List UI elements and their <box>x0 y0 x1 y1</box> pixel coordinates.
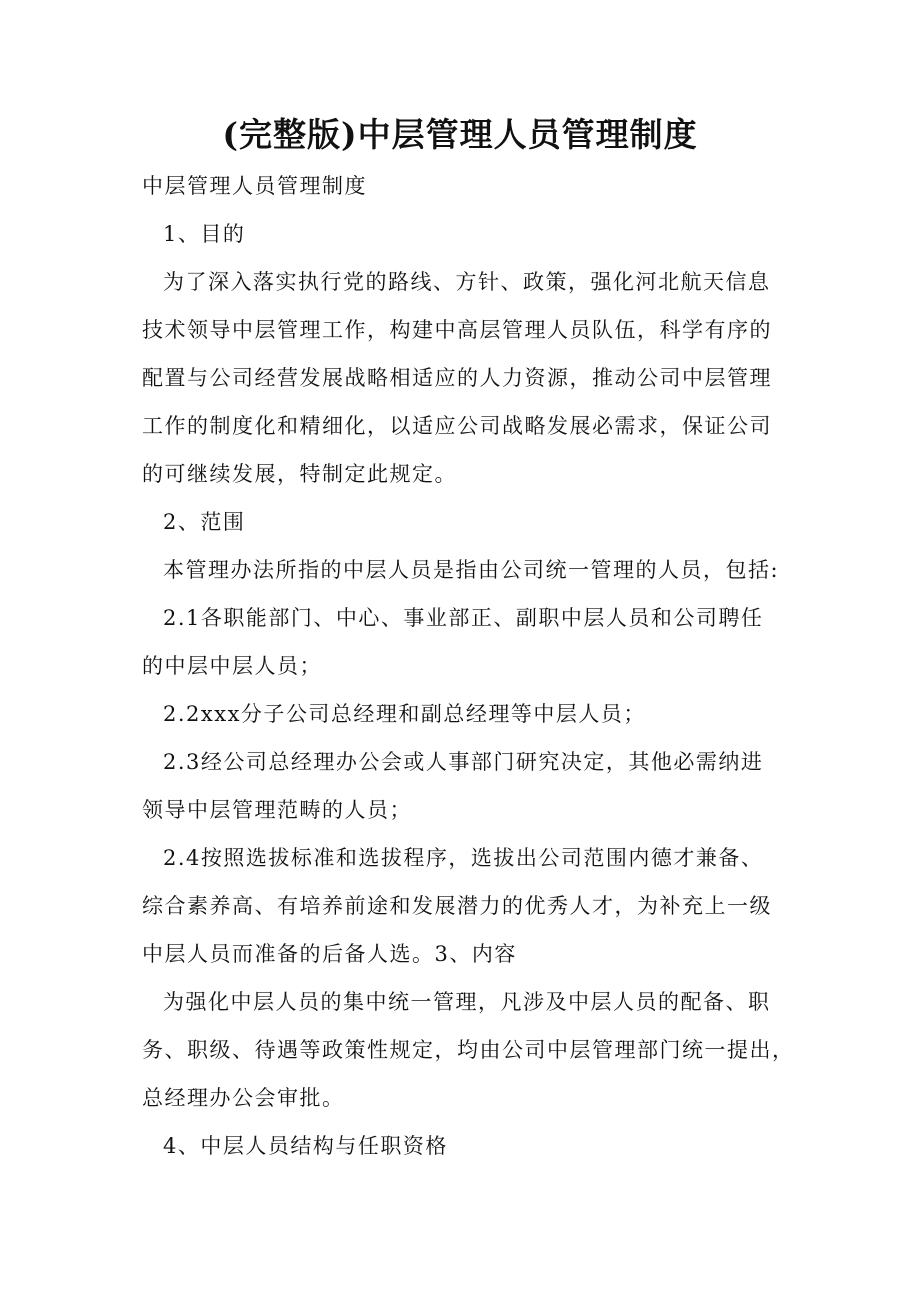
body-line-8: 本管理办法所指的中层人员是指由公司统一管理的人员，包括: <box>163 558 780 582</box>
body-line-1: 1、目的 <box>163 222 246 246</box>
body-line-5: 工作的制度化和精细化，以适应公司战略发展必需求，保证公司 <box>142 414 772 438</box>
body-line-0: 中层管理人员管理制度 <box>142 174 367 198</box>
body-line-4: 配置与公司经营发展战略相适应的人力资源，推动公司中层管理 <box>142 366 772 390</box>
body-line-11: 2.2xxx分子公司总经理和副总经理等中层人员； <box>163 702 646 726</box>
body-line-9: 2.1各职能部门、中心、事业部正、副职中层人员和公司聘任 <box>163 606 764 630</box>
body-line-2: 为了深入落实执行党的路线、方针、政策，强化河北航天信息 <box>163 270 771 294</box>
body-line-15: 综合素养高、有培养前途和发展潜力的优秀人才，为补充上一级 <box>142 894 772 918</box>
document-body <box>142 166 795 1174</box>
body-line-14: 2.4按照选拔标准和选拔程序，选拔出公司范围内德才兼备、 <box>163 846 764 870</box>
body-line-20: 4、中层人员结构与任职资格 <box>163 1134 448 1158</box>
body-line-6: 的可继续发展，特制定此规定。 <box>142 462 457 486</box>
body-line-18: 务、职级、待遇等政策性规定，均由公司中层管理部门统一提出， <box>142 1038 795 1062</box>
document-title: (完整版)中层管理人员管理制度 <box>222 115 698 154</box>
body-line-10: 的中层中层人员； <box>142 654 322 678</box>
body-line-17: 为强化中层人员的集中统一管理，凡涉及中层人员的配备、职 <box>163 990 771 1014</box>
body-line-19: 总经理办公会审批。 <box>142 1086 345 1110</box>
body-line-12: 2.3经公司总经理办公会或人事部门研究决定，其他必需纳进 <box>163 750 764 774</box>
body-line-13: 领导中层管理范畴的人员； <box>142 798 412 822</box>
body-line-3: 技术领导中层管理工作，构建中高层管理人员队伍，科学有序的 <box>142 318 772 342</box>
body-line-7: 2、范围 <box>163 510 246 534</box>
body-line-16: 中层人员而准备的后备人选。3、内容 <box>142 942 517 966</box>
